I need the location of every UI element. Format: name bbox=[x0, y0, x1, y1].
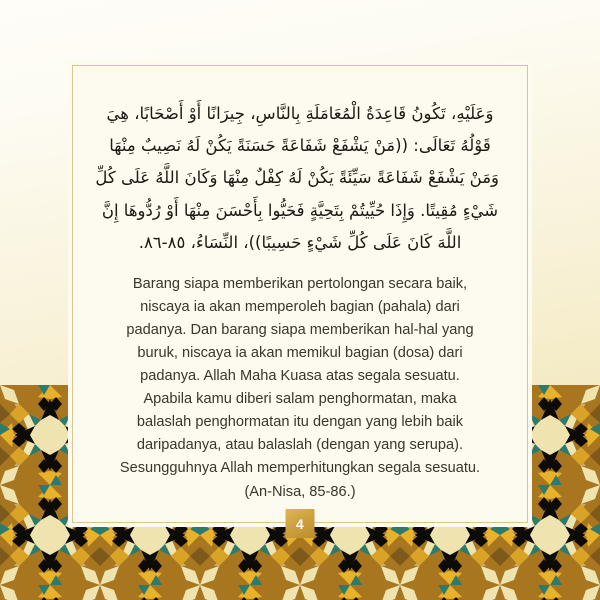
arabic-line: شَيْءٍ مُقِيتًا. وَإِذَا حُيِّيتُمْ بِتَحِيَّةٍ فَحَيُّوا بِأَحْسَنَ مِنْهَا أَوْ رُدُّوهَا إِنَّ bbox=[101, 200, 499, 220]
arabic-line: وَعَلَيْهِ، تَكُونُ قَاعِدَةُ الْمُعَامَلَةِ بِالنَّاسِ، جِيرَانًا أَوْ أَصْحَابًا، هِيَ bbox=[106, 104, 494, 123]
arabic-line: قَوْلُهُ تَعَالَى: ((مَنْ يَشْفَعْ شَفَاعَةً حَسَنَةً يَكُنْ لَهُ نَصِيبٌ مِنْهَا bbox=[109, 136, 491, 156]
translation-line: Apabila kamu diberi salam penghormatan, maka bbox=[143, 391, 457, 408]
arabic-line: وَمَنْ يَشْفَعْ شَفَاعَةً سَيِّئَةً يَكُنْ لَهُ كِفْلٌ مِنْهَا وَكَانَ اللَّهُ عَلَى كُلِّ bbox=[95, 168, 499, 188]
translation-line: niscaya ia akan memperoleh bagian (pahala) dari bbox=[140, 298, 460, 315]
arabic-passage bbox=[93, 92, 507, 259]
translation-line: Sesungguhnya Allah memperhitungkan segala sesuatu. bbox=[119, 460, 481, 477]
translation-line: daripadanya, atau balaslah (dengan yang serupa). bbox=[136, 437, 464, 454]
translation-line: balaslah penghormatan itu dengan yang lebih baik bbox=[136, 414, 464, 431]
translation-line: Barang siapa memberikan pertolongan secara baik, bbox=[132, 275, 468, 292]
translation-line: padanya. Dan barang siapa memberikan hal-hal yang bbox=[126, 321, 474, 338]
translation-line: buruk, niscaya ia akan memikul bagian (dosa) dari bbox=[137, 345, 463, 361]
page-number-badge: 4 bbox=[286, 509, 315, 538]
translation-line: padanya. Allah Maha Kuasa atas segala sesuatu. bbox=[140, 368, 460, 385]
arabic-line: اللَّهَ كَانَ عَلَى كُلِّ شَيْءٍ حَسِيبًا))، النِّسَاءُ، ٨٥-٨٦. bbox=[138, 232, 462, 252]
content-card bbox=[72, 65, 528, 523]
indonesian-translation bbox=[93, 273, 507, 504]
verse-reference: (An-Nisa, 85-86.) bbox=[244, 484, 356, 501]
